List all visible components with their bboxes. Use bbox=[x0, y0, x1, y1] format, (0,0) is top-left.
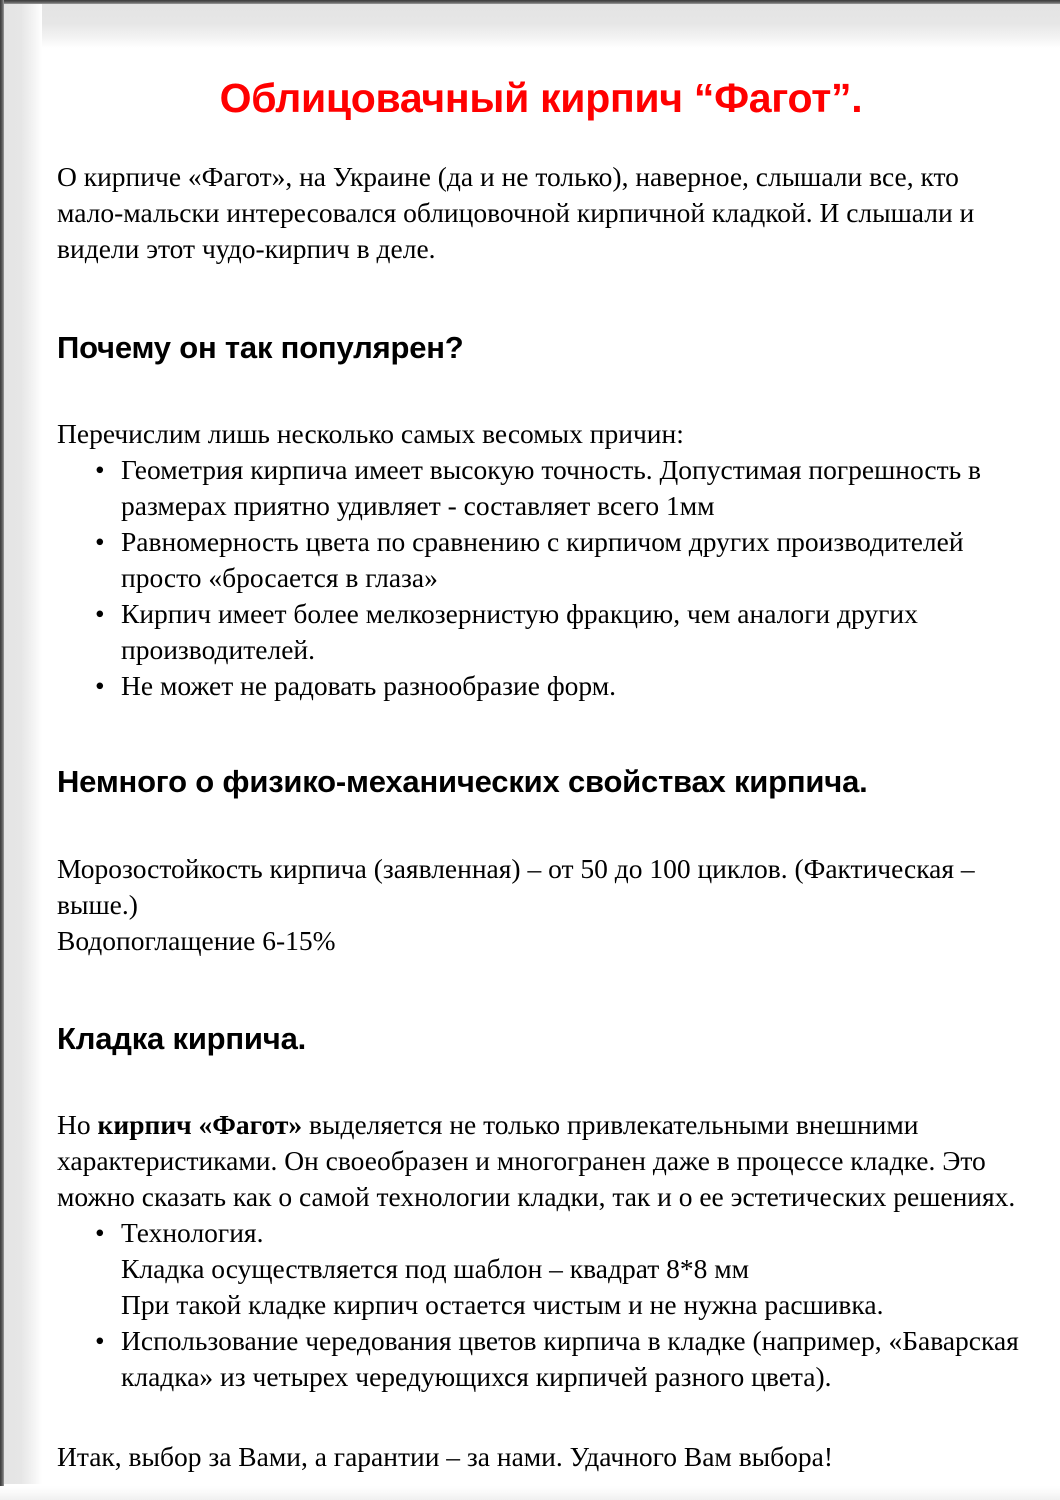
list-item-label: Равномерность цвета по сравнению с кирпичом других производителей просто «бросается в глаза» bbox=[121, 525, 964, 593]
document-content bbox=[57, 0, 1025, 1475]
spacer-before-section-1 bbox=[57, 267, 1025, 330]
page-title: Облицовачный кирпич “Фагот”. bbox=[219, 75, 863, 121]
list-item-label: Кирпич имеет более мелкозернистую фракцию, чем аналоги других производителей. bbox=[121, 597, 918, 665]
section-heading-properties: Немного о физико-механических свойствах кирпича. bbox=[57, 763, 868, 799]
section-3-lead-suffix: выделяется не только привлекательными внешними характеристиками. Он своеобразен и многогранен даже в процессе кладке. Это можно сказать как о самой технологии кладки, так и о ее эстетических решениях. bbox=[57, 1109, 1016, 1213]
list-item bbox=[57, 596, 1025, 668]
section-heading-popularity: Почему он так популярен? bbox=[57, 330, 464, 366]
water-absorption-text: Водопоглащение 6-15% bbox=[57, 925, 336, 957]
bullet-icon: • bbox=[95, 453, 105, 485]
bullet-icon: • bbox=[95, 597, 105, 629]
section-3-lead-bold: кирпич «Фагот» bbox=[97, 1109, 303, 1141]
list-item-label: Не может не радовать разнообразие форм. bbox=[121, 669, 617, 701]
bullet-icon: • bbox=[95, 1217, 105, 1249]
spacer-before-section-3 bbox=[57, 959, 1025, 1021]
bullet-icon: • bbox=[95, 525, 105, 557]
spacer-before-section-2 bbox=[57, 704, 1025, 764]
spacer-after-section-1-heading bbox=[57, 366, 1025, 416]
bullet-icon: • bbox=[95, 1325, 105, 1357]
list-item bbox=[57, 452, 1025, 524]
page-edge-left-line bbox=[0, 0, 4, 1500]
list-item-label: Технология. bbox=[121, 1217, 264, 1249]
intro-paragraph: О кирпиче «Фагот», на Украине (да и не только), наверное, слышали все, кто мало-мальски интересовался облицовочной кирпичной кладкой. И слышали и видели этот чудо-кирпич в деле. bbox=[57, 161, 975, 265]
page-edge-left-shade bbox=[4, 4, 42, 1484]
list-item-label: При такой кладке кирпич остается чистым и не нужна расшивка. bbox=[121, 1289, 884, 1321]
list-item bbox=[57, 668, 1025, 704]
spacer-after-title bbox=[57, 121, 1025, 159]
section-1-lead: Перечислим лишь несколько самых весомых причин: bbox=[57, 417, 684, 449]
list-item-label: Геометрия кирпича имеет высокую точность. Допустимая погрешность в размерах приятно удивляет - составляет всего 1мм bbox=[121, 453, 982, 521]
spacer-after-section-2-heading bbox=[57, 799, 1025, 851]
frost-resistance-text: Морозостойкость кирпича (заявленная) – от 50 до 100 циклов. (Фактическая – выше.) bbox=[57, 853, 975, 921]
list-item-label: Кладка осуществляется под шаблон – квадрат 8*8 мм bbox=[121, 1253, 750, 1285]
list-item bbox=[57, 1215, 1025, 1323]
section-3-bullet-list bbox=[57, 1215, 1025, 1395]
section-heading-masonry: Кладка кирпича. bbox=[57, 1021, 307, 1057]
section-1-bullet-list bbox=[57, 452, 1025, 704]
section-3-lead-prefix: Но bbox=[57, 1109, 98, 1141]
page-edge-bottom-shade bbox=[0, 1486, 1060, 1500]
bullet-icon: • bbox=[95, 669, 105, 701]
list-item bbox=[57, 1323, 1025, 1395]
list-item-label: Использование чередования цветов кирпича в кладке (например, «Баварская кладка» из четырех чередующихся кирпичей разного цвета). bbox=[121, 1325, 1019, 1393]
closing-paragraph: Итак, выбор за Вами, а гарантии – за нами. Удачного Вам выбора! bbox=[57, 1441, 834, 1473]
section-3-lead bbox=[57, 1107, 1025, 1215]
spacer-before-closing bbox=[57, 1395, 1025, 1439]
spacer-after-section-3-heading bbox=[57, 1057, 1025, 1107]
list-item bbox=[57, 524, 1025, 596]
